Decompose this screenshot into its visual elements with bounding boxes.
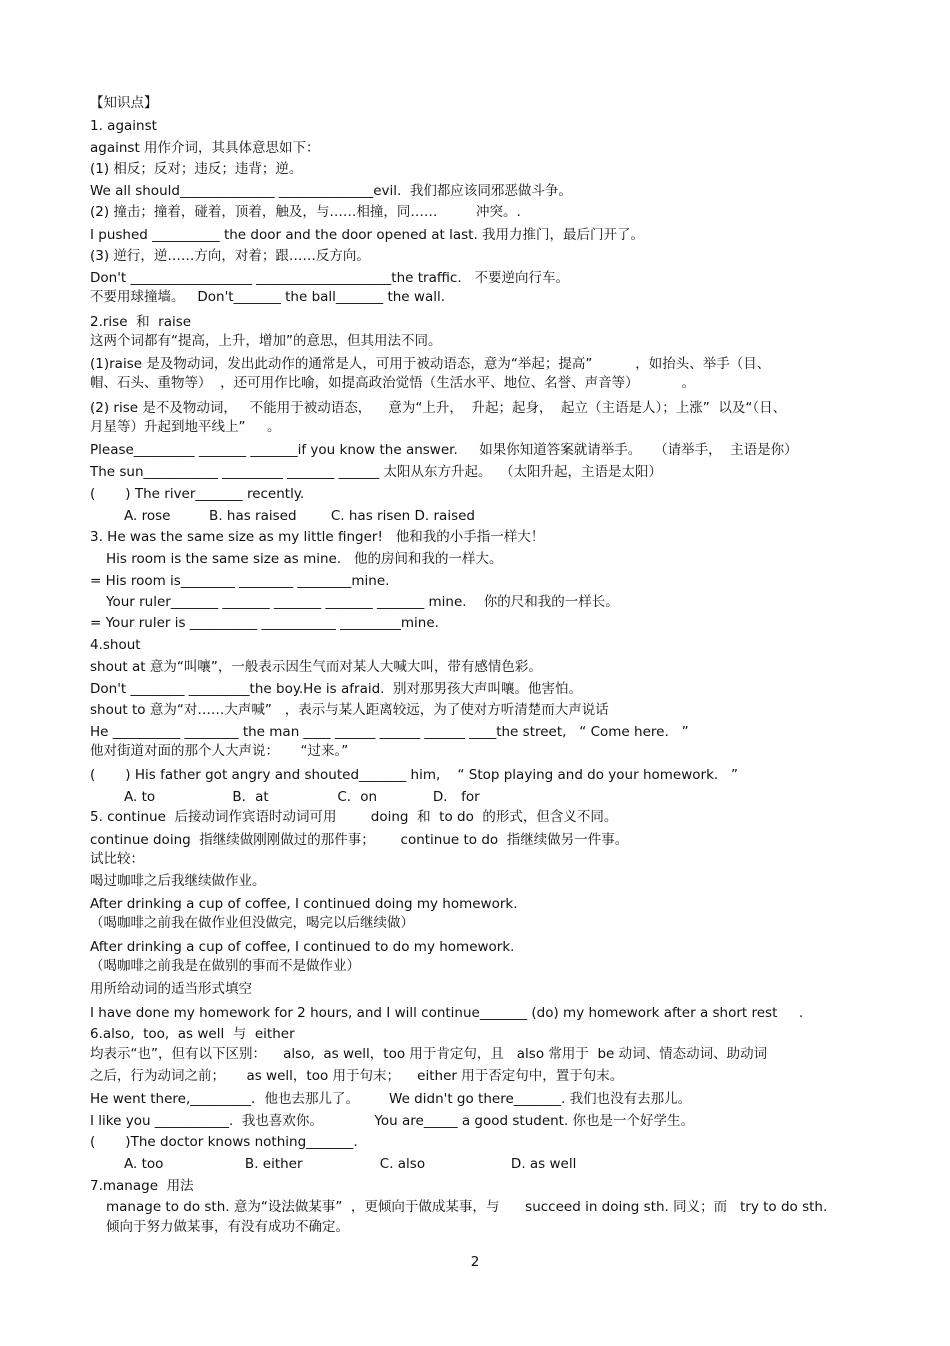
text-line: 均表示“也”，但有以下区别： also, as well，too 用于肯定句，且 also 常用于 be 动词、情态动词、助动词 — [90, 1046, 768, 1062]
topic-heading: 3. He was the same size as my little finger! 他和我的小手指一样大！ — [90, 529, 545, 545]
text-line: 帽、石头、重物等） ，还可用作比喻，如提高政治觉悟（生活水平、地位、名誉、声音等） 。 — [90, 375, 695, 391]
text-line: against 用作介词，其具体意思如下： — [90, 140, 320, 156]
text-line: 倾向于努力做某事，有没有成功不确定。 — [106, 1219, 349, 1235]
answer-options: A. to B．at C．on D． for — [124, 789, 480, 805]
text-line: manage to do sth. 意为“设法做某事” ，更倾向于做成某事，与 succeed in doing sth. 同义；而 try to do sth. — [106, 1199, 828, 1215]
question-line: ( )The doctor knows nothing_______. — [90, 1134, 358, 1150]
text-line: 之后，行为动词之前； as well，too 用于句末； either 用于否定句中，置于句末。 — [90, 1068, 624, 1084]
exercise-line: Don't ________ _________the boy.He is afraid. 别对那男孩大声叫嚷。他害怕。 — [90, 681, 583, 697]
text-line: 喝过咖啡之后我继续做作业。 — [90, 873, 266, 889]
topic-heading: 7.manage 用法 — [90, 1178, 194, 1194]
exercise-line: = Your ruler is __________ ___________ _________mine. — [90, 615, 439, 631]
answer-options: A. too B. either C. also D. as well — [124, 1156, 577, 1172]
exercise-line: He went there,_________．他也去那儿了。 We didn't go there_______. 我们也没有去那儿。 — [90, 1091, 692, 1107]
text-line: (1)raise 是及物动词，发出此动作的通常是人，可用于被动语态，意为“举起；提高” ，如抬头、举手（目、 — [90, 356, 771, 372]
topic-heading: 1. against — [90, 118, 157, 134]
text-line: 他对街道对面的那个人大声说： “过来。” — [90, 743, 349, 759]
exercise-line: Please_________ _______ _______if you know the answer. 如果你知道答案就请举手。 （请举手， 主语是你） — [90, 442, 798, 458]
question-line: ( ) The river_______ recently. — [90, 486, 305, 502]
section-heading: 【知识点】 — [90, 95, 158, 111]
text-line: （喝咖啡之前我是在做别的事而不是做作业） — [90, 958, 360, 974]
text-line: After drinking a cup of coffee, I continued doing my homework. — [90, 896, 518, 912]
exercise-line: We all should______________ ______________evil. 我们都应该同邪恶做斗争。 — [90, 183, 572, 199]
exercise-line: The sun___________ _________ _______ ______ 太阳从东方升起。 （太阳升起，主语是太阳） — [90, 464, 663, 480]
text-line: shout to 意为“对……大声喊” ，表示与某人距离较远，为了使对方听清楚而大声说话 — [90, 702, 609, 718]
question-line: ( ) His father got angry and shouted_______ him, “ Stop playing and do your homework. ” — [90, 767, 739, 783]
exercise-line: Your ruler_______ _______ _______ _______ _______ mine. 你的尺和我的一样长。 — [106, 594, 619, 610]
text-line: 试比较： — [90, 851, 144, 867]
topic-heading: 5. continue 后接动词作宾语时动词可用 doing 和 to do 的形式，但含义不同。 — [90, 809, 618, 825]
text-line: (1) 相反；反对；违反；违背；逆。 — [90, 161, 303, 177]
exercise-line: He __________ ________ the man ____ ______ ______ ______ ____the street, “ Come here. ” — [90, 724, 689, 740]
text-line: (2) 撞击；撞着，碰着，顶着，触及，与……相撞，同…… 冲突。. — [90, 204, 521, 220]
exercise-line: = His room is________ ________ ________mine. — [90, 573, 390, 589]
text-line: After drinking a cup of coffee, I continued to do my homework. — [90, 939, 515, 955]
text-line: 这两个词都有“提高，上升，增加”的意思，但其用法不同。 — [90, 333, 442, 349]
text-line: (3) 逆行，逆……方向，对着；跟……反方向。 — [90, 248, 370, 264]
text-line: His room is the same size as mine. 他的房间和我的一样大。 — [106, 551, 503, 567]
text-line: 用所给动词的适当形式填空 — [90, 981, 252, 997]
exercise-line: I like you ___________. 我也喜欢你。 You are_____ a good student. 你也是一个好学生。 — [90, 1113, 695, 1129]
text-line: （喝咖啡之前我在做作业但没做完，喝完以后继续做） — [90, 915, 414, 931]
exercise-line: 不要用球撞墙。 Don't_______ the ball_______ the wall. — [90, 289, 446, 305]
exercise-line: I pushed __________ the door and the door opened at last. 我用力推门，最后门开了。 — [90, 227, 645, 243]
exercise-line: Don't __________________ ____________________the traffic. 不要逆向行车。 — [90, 270, 569, 286]
exercise-line: I have done my homework for 2 hours, and I will continue_______ (do) my homework after a short rest . — [90, 1005, 804, 1021]
page-number: 2 — [470, 1254, 480, 1270]
answer-options: A. rose B. has raised C. has risen D. raised — [124, 508, 475, 524]
text-line: (2) rise 是不及物动词， 不能用于被动语态， 意为“上升， 升起；起身， 起立（主语是人）；上涨” 以及“（日、 — [90, 400, 787, 416]
topic-heading: 6.also, too, as well 与 either — [90, 1026, 295, 1042]
text-line: continue doing 指继续做刚刚做过的那件事； continue to do 指继续做另一件事。 — [90, 832, 629, 848]
text-line: shout at 意为“叫嚷”，一般表示因生气而对某人大喊大叫，带有感情色彩。 — [90, 659, 542, 675]
text-line: 月星等）升起到地平线上” 。 — [90, 419, 281, 435]
topic-heading: 2.rise 和 raise — [90, 314, 192, 330]
topic-heading: 4.shout — [90, 637, 141, 653]
